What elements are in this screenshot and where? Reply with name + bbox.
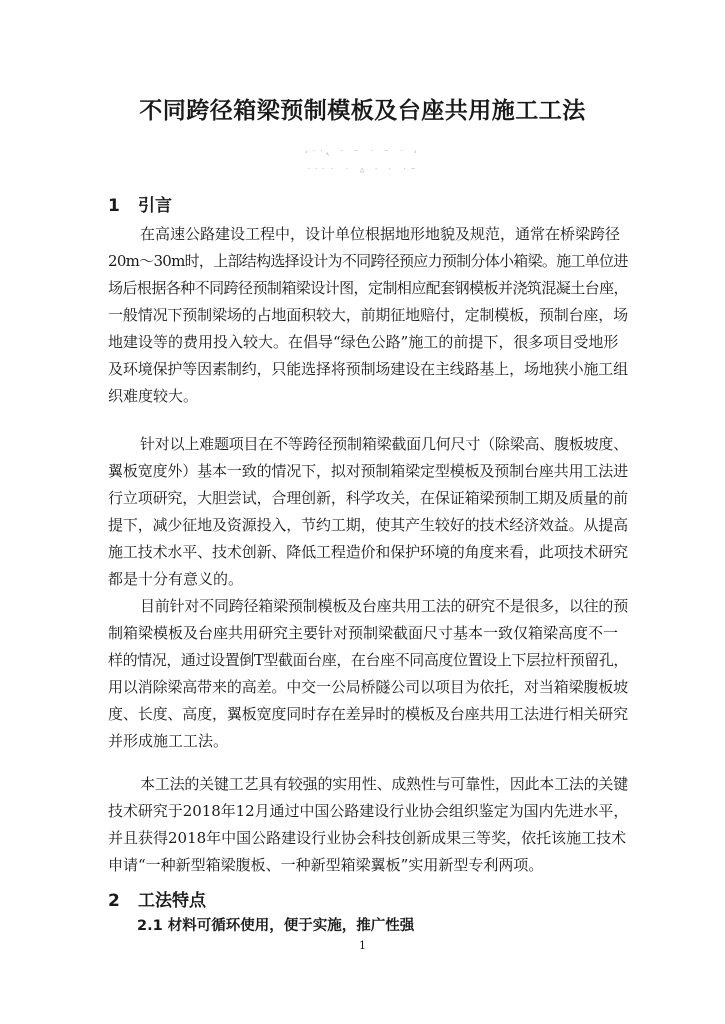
paragraph-line: 本工法的关键工艺具有较强的实用性、成熟性与可靠性，因此本工法的关键 [140,775,629,793]
paragraph-line: 行立项研究，大胆尝试，合理创新，科学攻关，在保证箱梁预制工期及质量的前 [108,489,629,507]
paragraph-line: 目前针对不同跨径箱梁预制模板及台座共用工法的研究不是很多，以往的预 [140,597,629,615]
paragraph-line: 样的情况，通过设置倒T型截面台座，在台座不同高度位置设上下层拉杆预留孔， [108,651,629,669]
authors-line-1: ʻ˙ᐝ˞ ˙ ˉ ˙ ˉ ˙ ʻ [304,148,421,161]
paragraph-line: 20m～30m时，上部结构选择设计为不同跨径预应力预制分体小箱梁。施工单位进 [108,252,628,270]
paragraph-line: 及环境保护等因素制约，只能选择将预制场建设在主线路基上，场地狭小施工组 [108,360,629,378]
section-2-heading [108,886,206,911]
paragraph-line: 地建设等的费用投入较大。在倡导“绿色公路”施工的前提下，很多项目受地形 [108,333,619,351]
paragraph-line: 申请“一种新型箱梁腹板、一种新型箱梁翼板”实用新型专利两项。 [108,856,544,874]
section-2-title: 工法特点 [138,891,206,911]
paragraph-line: 制箱梁模板及台座共用研究主要针对预制梁截面尺寸基本一致仅箱梁高度不一 [108,624,619,642]
paragraph-line: 用以消除梁高带来的高差。中交一公局桥隧公司以项目为依托，对当箱梁腹板坡 [108,678,629,696]
paragraph-line: 在高速公路建设工程中，设计单位根据地形地貌及规范，通常在桥梁跨径 [140,225,621,243]
paragraph-line: 施工技术水平、技术创新、降低工程造价和保护环境的角度来看，此项技术研究 [108,543,629,561]
authors-line-2: ˙ᐝ˙˙ ˙ ᐞ ᐝ ˙ ˙ˉ [306,166,419,179]
subsection-2-1-heading: 2.1 材料可循环使用，便于实施，推广性强 [137,918,415,934]
section-2-number: 2 [108,891,120,911]
paragraph-line: 度、长度、高度，翼板宽度同时存在差异时的模板及台座共用工法进行相关研究 [108,705,629,723]
section-1-title: 引言 [138,196,172,216]
paragraph-line: 都是十分有意义的。 [108,570,244,588]
document-title: 不同跨径箱梁预制模板及台座共用施工工法 [139,98,586,124]
paragraph-line: 技术研究于2018年12月通过中国公路建设行业协会组织鉴定为国内先进水平， [108,802,629,820]
paragraph-line: 并且获得2018年中国公路建设行业协会科技创新成果三等奖，依托该施工技术 [108,829,627,847]
paragraph-line: 并形成施工工法。 [108,732,229,750]
paragraph-line: 翼板宽度外）基本一致的情况下，拟对预制箱梁定型模板及预制台座共用工法进 [108,462,629,480]
paragraph-line: 提下，减少征地及资源投入，节约工期，使其产生较好的技术经济效益。从提高 [108,516,629,534]
paragraph-line: 织难度较大。 [108,387,199,405]
section-1-heading [108,191,172,216]
paragraph-line: 场后根据各种不同跨径预制箱梁设计图，定制相应配套钢模板并浇筑混凝土台座， [108,279,629,297]
page-number: 1 [359,939,366,952]
paragraph-line: 一般情况下预制梁场的占地面积较大，前期征地赔付，定制模板，预制台座，场 [108,306,629,324]
paragraph-line: 针对以上难题项目在不等跨径预制箱梁截面几何尺寸（除梁高、腹板坡度、 [140,435,629,453]
section-1-number: 1 [108,196,120,216]
